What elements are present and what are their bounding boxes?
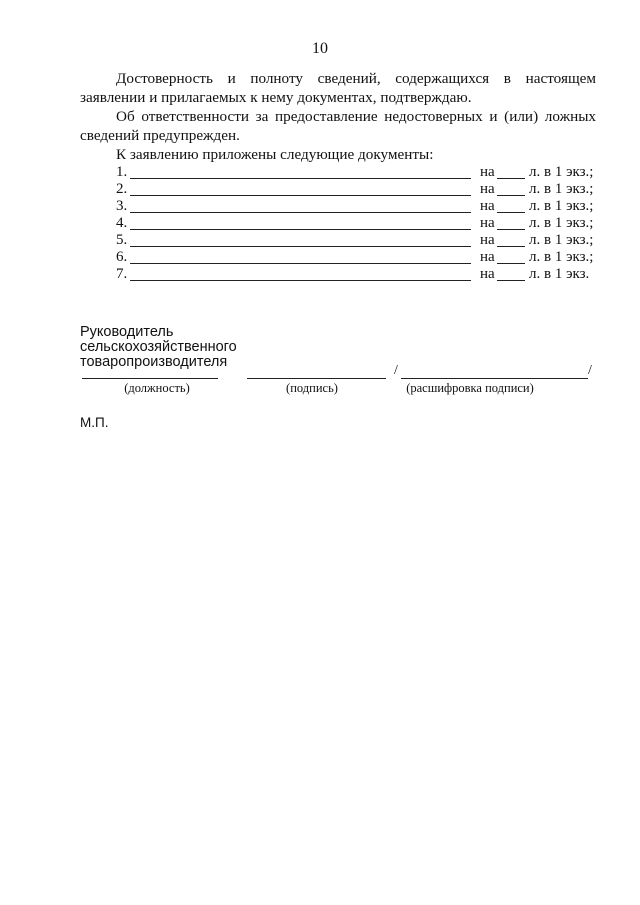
confirmation-line-2: заявлении и прилагаемых к нему документах, подтверждаю. bbox=[80, 89, 472, 106]
attachment-name-field[interactable] bbox=[130, 164, 471, 179]
signature-field[interactable] bbox=[247, 378, 386, 379]
attachment-pages-field[interactable] bbox=[497, 215, 525, 230]
attachment-row bbox=[116, 266, 596, 283]
attachment-number: 5. bbox=[116, 232, 128, 248]
confirmation-line-1: Достоверность и полноту сведений, содержащихся в настоящем bbox=[116, 70, 596, 87]
signer-title-line: сельскохозяйственного bbox=[80, 339, 237, 355]
position-caption: (должность) bbox=[124, 381, 190, 395]
attachment-number: 4. bbox=[116, 215, 128, 231]
attachment-number: 7. bbox=[116, 266, 128, 282]
decoding-caption: (расшифровка подписи) bbox=[406, 381, 534, 395]
attachment-row bbox=[116, 181, 596, 198]
attachment-number: 2. bbox=[116, 181, 128, 197]
attachment-row bbox=[116, 164, 596, 181]
attachments-heading: К заявлению приложены следующие документы: bbox=[116, 146, 434, 163]
attachment-copies-label: л. в 1 экз.; bbox=[529, 181, 594, 197]
attachment-number: 1. bbox=[116, 164, 128, 180]
attachment-pages-field[interactable] bbox=[497, 198, 525, 213]
page-number: 10 bbox=[312, 40, 328, 57]
signer-title-line: Руководитель bbox=[80, 324, 174, 340]
attachment-number: 6. bbox=[116, 249, 128, 265]
decoding-slash-left: / bbox=[394, 363, 398, 378]
attachment-pages-field[interactable] bbox=[497, 266, 525, 281]
attachment-na-label: на bbox=[480, 266, 495, 282]
attachment-row bbox=[116, 215, 596, 232]
signer-title bbox=[80, 325, 237, 370]
attachment-name-field[interactable] bbox=[130, 215, 471, 230]
responsibility-line-2: сведений предупрежден. bbox=[80, 127, 240, 144]
attachment-copies-label: л. в 1 экз.; bbox=[529, 215, 594, 231]
responsibility-line-1: Об ответственности за предоставление недостоверных и (или) ложных bbox=[116, 108, 596, 125]
attachment-name-field[interactable] bbox=[130, 266, 471, 281]
attachment-row bbox=[116, 232, 596, 249]
attachment-na-label: на bbox=[480, 232, 495, 248]
attachment-pages-field[interactable] bbox=[497, 232, 525, 247]
attachment-na-label: на bbox=[480, 215, 495, 231]
attachment-name-field[interactable] bbox=[130, 249, 471, 264]
signer-title-line: товаропроизводителя bbox=[80, 354, 228, 370]
attachment-na-label: на bbox=[480, 249, 495, 265]
attachment-na-label: на bbox=[480, 181, 495, 197]
attachment-na-label: на bbox=[480, 198, 495, 214]
attachment-pages-field[interactable] bbox=[497, 164, 525, 179]
attachment-pages-field[interactable] bbox=[497, 181, 525, 196]
attachment-copies-label: л. в 1 экз.; bbox=[529, 164, 594, 180]
attachment-copies-label: л. в 1 экз.; bbox=[529, 249, 594, 265]
attachment-na-label: на bbox=[480, 164, 495, 180]
attachment-name-field[interactable] bbox=[130, 232, 471, 247]
attachment-name-field[interactable] bbox=[130, 198, 471, 213]
attachment-pages-field[interactable] bbox=[497, 249, 525, 264]
attachment-row bbox=[116, 249, 596, 266]
attachment-copies-label: л. в 1 экз.; bbox=[529, 232, 594, 248]
stamp-place: М.П. bbox=[80, 415, 109, 430]
position-field[interactable] bbox=[82, 378, 218, 379]
decoding-slash-right: / bbox=[588, 363, 592, 378]
signature-caption: (подпись) bbox=[286, 381, 338, 395]
attachment-copies-label: л. в 1 экз.; bbox=[529, 198, 594, 214]
attachment-row bbox=[116, 198, 596, 215]
decoding-field[interactable] bbox=[401, 378, 588, 379]
attachment-number: 3. bbox=[116, 198, 128, 214]
attachment-name-field[interactable] bbox=[130, 181, 471, 196]
attachment-copies-label: л. в 1 экз. bbox=[529, 266, 590, 282]
